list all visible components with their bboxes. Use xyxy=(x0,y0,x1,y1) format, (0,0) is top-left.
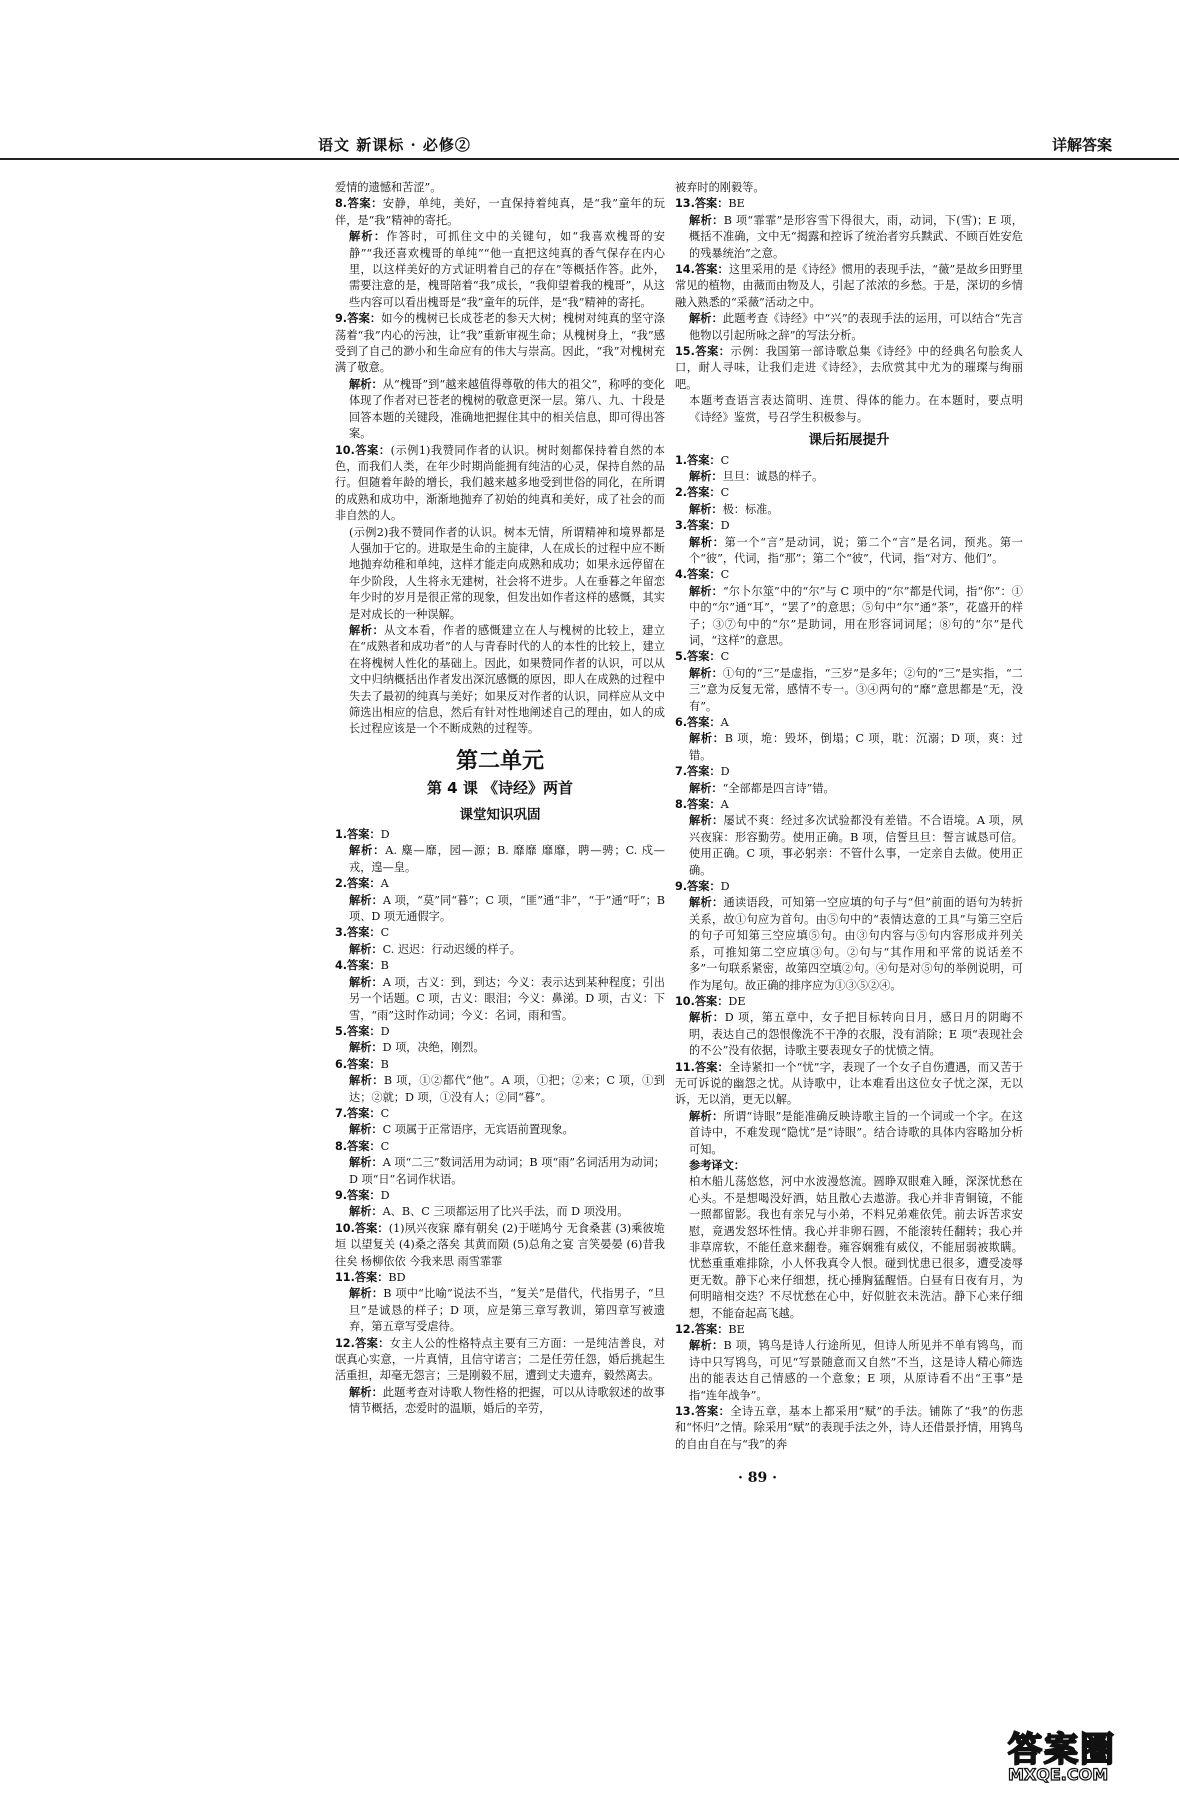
text-paragraph xyxy=(675,1158,1023,1174)
text-paragraph xyxy=(335,525,665,623)
answer-item xyxy=(335,1336,665,1385)
answer-label: 答案： xyxy=(347,1139,381,1153)
answer-item xyxy=(675,764,1023,780)
answer-label: 答案： xyxy=(694,345,731,359)
text-paragraph xyxy=(675,1174,1023,1322)
answer-item xyxy=(335,1188,665,1204)
item-text: 柏木船儿荡悠悠，河中水波漫悠流。圆睁双眼难入睡，深深忧愁在心头。不是想喝没好酒，姑且散心去遨游。我心并非青铜镜，不能一照都留影。我也有亲兄与小弟，不料兄弟难依凭。前去诉苦求安慰，竟遇发怒坏性情。我心并非卵石圆，不能滚转任翻转；我心并非草席软，不能任意来翻卷。雍容娴雅有威仪，不能屈弱被欺瞒。忧愁重重难排除，小人怀我真令人恨。碰到忧患已很多，遭受凌辱更无数。静下心来仔细想，抚心捶胸猛醒悟。白昼有日夜有月，为何明暗相交迭？不尽忧愁在心中，好似脏衣未洗洁。静下心来仔细想，不能奋起高飞越。 xyxy=(689,1175,1023,1320)
question-number: 10. xyxy=(675,994,695,1008)
explanation-item xyxy=(675,469,1023,485)
item-text: B 项，鸨鸟是诗人行途所见，但诗人所见并不单有鸨鸟，而诗中只写鸨鸟，可见“写景随意而又自然”不当，这是诗人精心筛选出的能表达自己情感的一个意象；E 项，从原诗看不出“王事”是指“连年战争”。 xyxy=(689,1339,1023,1402)
explanation-item xyxy=(675,535,1023,568)
page-number: · 89 · xyxy=(738,1470,777,1486)
answer-label: 答案： xyxy=(694,197,729,211)
answer-item xyxy=(675,1060,1023,1109)
answer-item xyxy=(675,262,1023,311)
item-text: 被弃时的刚毅等。 xyxy=(675,181,765,194)
item-text: “全部都是四言诗”错。 xyxy=(722,781,835,795)
item-text: D 项，决绝，刚烈。 xyxy=(382,1041,485,1055)
question-number: 9. xyxy=(335,1188,348,1202)
answer-label: 答案： xyxy=(694,1405,731,1419)
answer-item xyxy=(335,1139,665,1155)
explanation-label: 解析： xyxy=(689,896,724,910)
answer-label: 答案： xyxy=(347,877,381,891)
answer-item xyxy=(335,1024,665,1040)
question-number: 13. xyxy=(675,197,695,211)
explanation-item xyxy=(675,502,1023,518)
answer-label: 答案： xyxy=(354,1271,389,1284)
explanation-item xyxy=(675,895,1023,993)
header-subject: 语文 新课标 · 必修② xyxy=(318,136,471,154)
answer-label: 答案： xyxy=(687,765,721,779)
explanation-label: 解析： xyxy=(349,1205,383,1219)
explanation-item xyxy=(335,1385,665,1418)
explanation-item xyxy=(675,213,1023,262)
question-number: 3. xyxy=(675,519,688,533)
item-text: 从“槐哥”到“越来越值得尊敬的伟大的祖父”，称呼的变化体现了作者对已苍老的槐树的敬意更深一层。第八、九、十段是回答本题的关键段，准确地把握住其中的相关信息，即可得出答案。 xyxy=(349,377,665,441)
item-text: C xyxy=(720,568,730,582)
question-number: 7. xyxy=(675,765,688,779)
item-text: ①句的“三”是虚指，“三岁”是多年；②句的“三”是实指，“二三”意为反复无常，感情不专一。③④两句的“靡”意思都是“无，没有”。 xyxy=(689,666,1023,713)
question-number: 13. xyxy=(675,1405,695,1419)
answer-label: 答案： xyxy=(347,1188,381,1202)
explanation-label: 解析： xyxy=(689,213,724,227)
question-number: 11. xyxy=(335,1271,355,1284)
answer-item xyxy=(675,518,1023,534)
explanation-label: 解析： xyxy=(349,230,387,244)
question-number: 2. xyxy=(335,877,348,891)
item-text: 本题考查语言表达简明、连贯、得体的能力。在本题时，要点明《诗经》鉴赏，号召学生积极参与。 xyxy=(689,394,1023,424)
answer-item xyxy=(675,649,1023,665)
item-text: DE xyxy=(728,994,746,1008)
item-text: BE xyxy=(728,1323,745,1337)
question-number: 5. xyxy=(675,650,688,664)
explanation-item xyxy=(675,781,1023,797)
answer-item xyxy=(335,196,665,229)
question-number: 8. xyxy=(675,798,688,812)
item-text: 安静，单纯，美好，一直保持着纯真，是“我”童年的玩伴，是“我”精神的寄托。 xyxy=(335,197,665,227)
answer-item xyxy=(335,1106,665,1122)
item-text: 女主人公的性格特点主要有三方面：一是纯洁善良，对氓真心实意，一片真情，且信守诺言；二是任劳任怨，婚后挑起生活重担，却毫无怨言；三是刚毅不屈，遭到丈夫遗弃，毅然离去。 xyxy=(335,1336,665,1383)
answer-item xyxy=(675,485,1023,501)
question-number: 6. xyxy=(335,1057,348,1071)
explanation-label: 解析： xyxy=(689,1011,725,1025)
explanation-label: 解析： xyxy=(349,377,383,391)
explanation-label: 参考译文： xyxy=(689,1158,745,1172)
item-text: A 项，“莫”同“暮”；C 项，“匪”通“非”，“于”通“吁”；B 项、D 项无通假字。 xyxy=(349,893,665,924)
question-number: 3. xyxy=(335,926,348,940)
item-text: 如今的槐树已长成苍老的参天大树；槐树对纯真的坚守涤荡着“我”内心的污浊，让“我”重新审视生命；从槐树身上，“我”感受到了自己的渺小和生命应有的伟大与崇高。因此，“我”对槐树充满了敬意。 xyxy=(335,312,665,375)
explanation-label: 解析： xyxy=(689,469,723,483)
answer-label: 答案： xyxy=(694,994,729,1008)
text-paragraph xyxy=(675,180,1023,196)
watermark-logo xyxy=(1008,1722,1178,1800)
item-text: D xyxy=(720,880,730,894)
item-text: 全诗紧扣一个“忧”字，表现了一个女子自伤遭遇，而又苦于无可诉说的幽怨之忧。从诗歌中，让本难看出这位女子忧之深，无以诉，无以消，更无以解。 xyxy=(675,1060,1023,1107)
explanation-label: 解析： xyxy=(349,1041,383,1055)
item-text: A xyxy=(720,716,729,729)
question-number: 10. xyxy=(335,1221,355,1235)
question-number: 10. xyxy=(335,443,355,457)
item-text: C xyxy=(720,453,730,467)
item-text: 爱情的遗憾和苦涩”。 xyxy=(335,181,442,194)
question-number: 8. xyxy=(335,197,348,211)
answer-label: 答案： xyxy=(687,486,721,500)
item-text: (示例2)我不赞同作者的认识。树本无情，所谓精神和境界都是人强加于它的。进取是生命的主旋律，人在成长的过程中应不断地抛弃幼稚和单纯，这样才能走向成熟和成功；如果永远停留在年少阶段，人生将永无建树，社会将不进步。人在垂暮之年留恋年少时的岁月是很正常的现象，但发出如作者这样的感慨，其实是对成长的一种误解。 xyxy=(349,525,665,621)
explanation-label: 解析： xyxy=(349,1385,383,1399)
explanation-item xyxy=(335,893,665,926)
item-text: (示例1)我赞同作者的认识。树时刻都保持着自然的本色，而我们人类，在年少时期尚能拥有纯洁的心灵，保持自然的品行。但随着年龄的增长，我们越来越多地受到世俗的同化，在所谓的成熟和成功中，渐渐地抛弃了初始的纯真和美好，成了社会的而非自然的人。 xyxy=(335,443,665,523)
item-text: 此题考查《诗经》中“兴”的表现手法的运用，可以结合“先言他物以引起所咏之辞”的写法分析。 xyxy=(689,312,1023,342)
explanation-item xyxy=(335,229,665,311)
explanation-item xyxy=(335,377,665,443)
explanation-item xyxy=(675,1338,1023,1404)
answer-label: 答案： xyxy=(687,716,721,729)
answer-label: 答案： xyxy=(347,1024,381,1038)
question-number: 9. xyxy=(675,880,688,894)
answer-label: 答案： xyxy=(694,1060,729,1074)
watermark-url: MXQE.COM xyxy=(1008,1765,1109,1784)
explanation-label: 解析： xyxy=(349,1074,384,1088)
answer-item xyxy=(675,1322,1023,1338)
explanation-label: 解析： xyxy=(349,975,383,989)
explanation-item xyxy=(335,1122,665,1138)
item-text: D xyxy=(720,519,730,533)
item-text: D xyxy=(720,765,730,779)
explanation-item xyxy=(335,1040,665,1056)
answer-label: 答案： xyxy=(354,1336,390,1350)
item-text: C xyxy=(720,650,730,664)
answer-label: 答案： xyxy=(347,926,381,940)
explanation-label: 解析： xyxy=(349,1287,384,1301)
header-answers-label: 详解答案 xyxy=(1052,136,1113,154)
answer-item xyxy=(335,311,665,377)
item-text: A xyxy=(720,798,729,812)
question-number: 1. xyxy=(335,828,348,842)
explanation-label: 解析： xyxy=(689,1109,724,1123)
item-text: A 项，古义：到，到达；今义：表示达到某种程度；引出另一个话题。C 项，古义：眼泪；今义：鼻涕。D 项，古义：下雪，“雨”这时作动词；今义：名词，雨和雪。 xyxy=(349,975,665,1022)
question-number: 7. xyxy=(335,1106,348,1120)
answer-item xyxy=(675,567,1023,583)
explanation-item xyxy=(335,975,665,1024)
explanation-item xyxy=(335,1204,665,1220)
answer-item xyxy=(675,879,1023,895)
question-number: 8. xyxy=(335,1139,348,1153)
item-text: 通读语段，可知第一空应填的句子与“但”前面的语句为转折关系，故①句应为首句。由⑤句中的“表情达意的工具”与第三空后的句子可知第三空应填⑤句。由③句内容与⑤句内容形成并列关系，可推知第二空应填③句。②句与“其作用和平常的说话差不多”一句联系紧密，故第四空填②句。④句是对⑤句的举例说明，可作为尾句。故正确的排序应为①③⑤②④。 xyxy=(689,896,1023,992)
text-paragraph xyxy=(335,180,665,196)
explanation-item xyxy=(335,1073,665,1106)
item-text: 极：标准。 xyxy=(722,502,779,516)
answer-item xyxy=(335,443,665,525)
answer-item xyxy=(335,958,665,974)
answer-label: 答案： xyxy=(687,453,721,467)
explanation-item xyxy=(675,731,1023,764)
answer-label: 答案： xyxy=(347,828,381,842)
item-text: B 项中“比喻”说法不当，“复关”是借代，代指男子，“旦旦”是诚恳的样子；D 项，应是第三章写教训，第四章写被遗弃，第五章写受虐待。 xyxy=(349,1287,665,1334)
explanation-label: 解析： xyxy=(689,312,723,326)
item-text: C xyxy=(380,1139,390,1153)
text-paragraph xyxy=(675,393,1023,426)
explanation-item xyxy=(675,666,1023,715)
explanation-label: 解析： xyxy=(689,584,723,598)
question-number: 4. xyxy=(675,568,688,582)
item-text: 作答时，可抓住文中的关键句，如“我喜欢槐哥的安静”“我还喜欢槐哥的单纯”“他一直把这纯真的香气保存在内心里，以这样美好的方式证明着自己的存在”等概括作答。此外，需要注意的是，槐哥陪着“我”成长，“我仰望着我的槐哥”，从这些内容可以看出槐哥是“我”童年的玩伴，是“我”精神的寄托。 xyxy=(349,230,665,309)
explanation-item xyxy=(335,843,665,876)
explanation-label: 解析： xyxy=(349,1156,383,1170)
item-text: 所谓“诗眼”是能准确反映诗歌主旨的一个词或一个字。在这首诗中，不难发现“隐忧”是“诗眼”。结合诗歌的具体内容略加分析可知。 xyxy=(689,1109,1023,1156)
answer-item xyxy=(675,344,1023,393)
item-text: A、B、C 三项都运用了比兴手法，而 D 项没用。 xyxy=(382,1205,629,1219)
explanation-item xyxy=(675,311,1023,344)
item-text: A xyxy=(380,877,389,891)
answer-label: 答案： xyxy=(687,880,721,894)
item-text: D 项，第五章中，女子把目标转向日月，感日月的阴晦不明，表达自己的怨恨像洗不干净的衣服，没有消除；E 项“表现社会的不公”没有依据，诗歌主要表现女子的忧愤之情。 xyxy=(689,1011,1023,1058)
answer-label: 答案： xyxy=(347,1106,381,1120)
answer-label: 答案： xyxy=(347,959,381,973)
answer-item xyxy=(675,715,1023,731)
explanation-item xyxy=(675,813,1023,879)
explanation-item xyxy=(335,942,665,958)
explanation-label: 解析： xyxy=(689,1339,724,1353)
explanation-label: 解析： xyxy=(689,781,723,795)
explanation-label: 解析： xyxy=(349,623,385,637)
item-text: BE xyxy=(728,197,745,211)
answer-item xyxy=(675,196,1023,212)
item-text: C xyxy=(720,486,730,500)
item-text: 从文本看，作者的感慨建立在人与槐树的比较上，建立在“成熟者和成功者”的人与青春时代的人的本性的比较上，建立在将槐树人性化的基础上。因此，如果赞同作者的认识，可以从文中归纳概括出作者发出深沉感慨的原因，即人在成熟的过程中失去了最初的纯真与美好；如果反对作者的认识，同样应从文中筛选出相应的信息，然后有针对性地阐述自己的理由，如人的成长过程应该是一个不断成熟的过程等。 xyxy=(349,623,665,736)
item-text: 旦旦：诚恳的样子。 xyxy=(722,469,824,483)
section-heading: 课堂知识巩固 xyxy=(459,806,541,823)
item-text: B 项，垝：毁坏，倒塌；C 项，耽：沉溺；D 项，爽：过错。 xyxy=(689,732,1023,762)
explanation-label: 解析： xyxy=(689,732,725,746)
question-number: 2. xyxy=(675,486,688,500)
question-number: 15. xyxy=(675,345,695,359)
answer-label: 答案： xyxy=(687,519,721,533)
explanation-item xyxy=(335,623,665,738)
explanation-label: 解析： xyxy=(349,844,386,858)
item-text: (1)夙兴夜寐 靡有朝矣 (2)于嗟鸠兮 无食桑葚 (3)乘彼垝垣 以望复关 (4)桑之落矣 其黄而陨 (5)总角之宴 言笑晏晏 (6)昔我往矣 杨柳依依 今我来思 雨雪霏霏 xyxy=(335,1221,665,1268)
question-number: 6. xyxy=(675,716,688,729)
answer-item xyxy=(675,994,1023,1010)
item-text: 这里采用的是《诗经》惯用的表现手法，“薇”是故乡田野里常见的植物，由薇而由物及人，引起了浓浓的乡愁。于是，深切的乡情融入熟悉的“采薇”活动之中。 xyxy=(675,263,1023,309)
answer-item xyxy=(335,1270,665,1286)
item-text: 屡试不爽：经过多次试验都没有差错。不合语境。A 项，夙兴夜寐：形容勤劳。使用正确。B 项，信誓旦旦：誓言诚恳可信。使用正确。C 项，事必躬亲：不管什么事，一定亲自去做。使用正确。 xyxy=(689,814,1023,877)
item-text: 此题考查对诗歌人物性格的把握，可以从诗歌叙述的故事情节概括，恋爱时的温顺，婚后的辛劳， xyxy=(349,1385,665,1416)
answer-label: 答案： xyxy=(347,1057,381,1071)
watermark-title: 答案圈 xyxy=(1008,1730,1116,1770)
answer-label: 答案： xyxy=(347,312,382,326)
item-text: C xyxy=(380,926,390,940)
question-number: 14. xyxy=(675,263,695,277)
answer-label: 答案： xyxy=(354,1221,389,1235)
answer-item xyxy=(335,876,665,892)
left-column xyxy=(335,180,665,1418)
question-number: 12. xyxy=(335,1336,355,1350)
answer-label: 答案： xyxy=(687,798,721,812)
answer-label: 答案： xyxy=(694,1323,729,1337)
item-text: 全诗五章，基本上都采用“赋”的手法。铺陈了“我”的伤悲和“怀归”之情。除采用“赋”的表现手法之外，诗人还借景抒情，用鸨鸟的自由自在与“我”的奔 xyxy=(675,1405,1023,1451)
item-text: BD xyxy=(388,1271,406,1284)
explanation-label: 解析： xyxy=(689,666,723,680)
answer-item xyxy=(335,925,665,941)
item-text: D xyxy=(380,1024,390,1038)
lesson-heading: 第 4 课 《诗经》两首 xyxy=(426,779,574,798)
explanation-label: 解析： xyxy=(349,942,383,956)
question-number: 9. xyxy=(335,312,348,326)
answer-item xyxy=(335,1057,665,1073)
question-number: 12. xyxy=(675,1323,695,1337)
explanation-item xyxy=(335,1286,665,1335)
explanation-label: 解析： xyxy=(349,893,383,907)
explanation-label: 解析： xyxy=(689,502,723,516)
explanation-item xyxy=(675,584,1023,650)
answer-item xyxy=(675,797,1023,813)
answer-item xyxy=(675,1404,1023,1453)
answer-label: 答案： xyxy=(694,263,729,277)
item-text: B 项“霏霏”是形容雪下得很大，雨，动词，下(雪)；E 项，概括不准确，文中无“揭露和控诉了统治者穷兵黩武、不顾百姓安危的残暴统治”之意。 xyxy=(689,213,1023,260)
section-heading: 课后拓展提升 xyxy=(808,432,890,449)
question-number: 4. xyxy=(335,959,348,973)
item-text: A 项“二三”数词活用为动词；B 项“雨”名词活用为动词；D 项“日”名词作状语。 xyxy=(349,1156,665,1186)
right-column xyxy=(675,180,1023,1453)
question-number: 1. xyxy=(675,453,688,467)
answer-label: 答案： xyxy=(354,443,391,457)
item-text: B xyxy=(380,959,389,973)
answer-item xyxy=(675,453,1023,469)
answer-label: 答案： xyxy=(347,197,383,211)
item-text: C. 迟迟：行动迟缓的样子。 xyxy=(382,942,521,956)
item-text: B xyxy=(380,1057,389,1071)
item-text: D xyxy=(380,828,390,842)
explanation-label: 解析： xyxy=(349,1123,383,1137)
item-text: B 项，①②都代“他”。A 项，①把；②来；C 项，①到达；②就；D 项，①没有人；②同“暮”。 xyxy=(349,1074,665,1104)
header-rule xyxy=(0,158,1179,160)
answer-item xyxy=(335,827,665,843)
item-text: 示例：我国第一部诗歌总集《诗经》中的经典名句脍炙人口，耐人寻味，让我们走进《诗经》，去欣赏其中尤为的璀璨与绚丽吧。 xyxy=(675,345,1023,391)
item-text: C 项属于正常语序，无宾语前置现象。 xyxy=(382,1123,574,1137)
explanation-item xyxy=(675,1109,1023,1158)
page-header xyxy=(0,130,1179,160)
item-text: D xyxy=(380,1188,390,1202)
item-text: 第一个“言”是动词，说；第二个“言”是名词，预兆。第一个“彼”，代词，指“那”；第二个“彼”，代词，指“对方、他们”。 xyxy=(689,535,1023,565)
answer-label: 答案： xyxy=(687,650,721,664)
item-text: A. 麋—靡，园—源；B. 靡靡 靡靡，聘—骋；C. 戍—戎，遑—皇。 xyxy=(349,844,665,874)
answer-label: 答案： xyxy=(687,568,721,582)
answer-item xyxy=(335,1221,665,1270)
explanation-item xyxy=(675,1010,1023,1059)
item-text: “尔卜尔筮”中的“尔”与 C 项中的“尔”都是代词，指“你”：①中的“尔”通“耳”，“罢了”的意思；⑤句中“尔”通“茶”，花盛开的样子；③⑦句中的“尔”是助词，用在形容词词尾；⑧句的“尔”是代词，“这样”的意思。 xyxy=(689,584,1023,647)
question-number: 5. xyxy=(335,1024,348,1038)
explanation-label: 解析： xyxy=(689,535,725,549)
item-text: C xyxy=(380,1106,390,1120)
explanation-item xyxy=(335,1155,665,1188)
explanation-label: 解析： xyxy=(689,814,724,828)
unit-heading: 第二单元 xyxy=(455,748,544,774)
question-number: 11. xyxy=(675,1060,695,1074)
